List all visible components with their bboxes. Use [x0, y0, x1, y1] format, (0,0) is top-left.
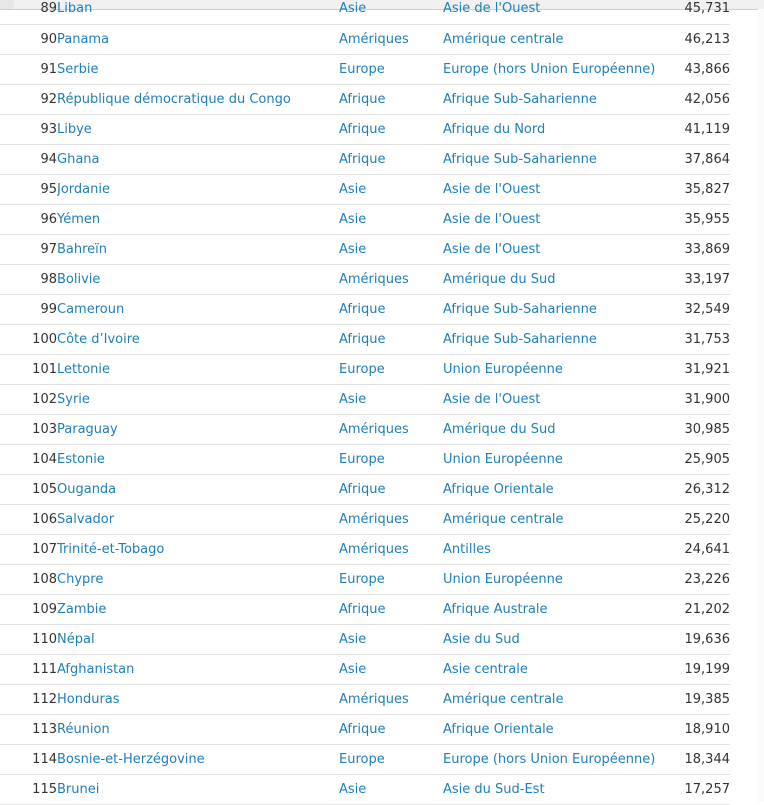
- table-row: [0, 54, 730, 84]
- value-cell: 35,955: [663, 204, 730, 234]
- country-link[interactable]: Cameroun: [57, 294, 339, 324]
- value-cell: 31,753: [663, 324, 730, 354]
- region-link[interactable]: Asie du Sud: [443, 624, 663, 654]
- country-link[interactable]: Népal: [57, 624, 339, 654]
- value-cell: 33,869: [663, 234, 730, 264]
- country-link[interactable]: Serbie: [57, 54, 339, 84]
- rank-cell: 114: [0, 744, 57, 774]
- table-row: [0, 294, 730, 324]
- value-cell: 43,866: [663, 54, 730, 84]
- region-link[interactable]: Amérique du Sud: [443, 264, 663, 294]
- region-link[interactable]: Amérique centrale: [443, 504, 663, 534]
- rank-cell: 92: [0, 84, 57, 114]
- region-link[interactable]: Afrique Sub-Saharienne: [443, 84, 663, 114]
- table-row: [0, 594, 730, 624]
- continent-link[interactable]: Asie: [339, 774, 443, 804]
- country-link[interactable]: Côte d’Ivoire: [57, 324, 339, 354]
- table-row: [0, 264, 730, 294]
- table-row: [0, 654, 730, 684]
- country-link[interactable]: Ouganda: [57, 474, 339, 504]
- value-cell: 23,226: [663, 564, 730, 594]
- value-cell: 42,056: [663, 84, 730, 114]
- value-cell: 19,385: [663, 684, 730, 714]
- continent-link[interactable]: Amériques: [339, 24, 443, 54]
- continent-link[interactable]: Afrique: [339, 714, 443, 744]
- value-cell: 31,900: [663, 384, 730, 414]
- region-link[interactable]: Afrique Sub-Saharienne: [443, 294, 663, 324]
- country-link[interactable]: Libye: [57, 114, 339, 144]
- rank-cell: 112: [0, 684, 57, 714]
- continent-link[interactable]: Asie: [339, 624, 443, 654]
- table-row: [0, 0, 730, 24]
- table-row: [0, 744, 730, 774]
- rank-cell: 99: [0, 294, 57, 324]
- value-cell: 32,549: [663, 294, 730, 324]
- country-link[interactable]: Chypre: [57, 564, 339, 594]
- rank-cell: 111: [0, 654, 57, 684]
- rank-cell: 93: [0, 114, 57, 144]
- rank-cell: 104: [0, 444, 57, 474]
- value-cell: 26,312: [663, 474, 730, 504]
- continent-link[interactable]: Europe: [339, 564, 443, 594]
- value-cell: 41,119: [663, 114, 730, 144]
- country-link[interactable]: Réunion: [57, 714, 339, 744]
- country-link[interactable]: Honduras: [57, 684, 339, 714]
- continent-link[interactable]: Europe: [339, 54, 443, 84]
- country-link[interactable]: Syrie: [57, 384, 339, 414]
- country-link[interactable]: Panama: [57, 24, 339, 54]
- continent-link[interactable]: Afrique: [339, 594, 443, 624]
- country-link[interactable]: Salvador: [57, 504, 339, 534]
- value-cell: 21,202: [663, 594, 730, 624]
- continent-link[interactable]: Amériques: [339, 534, 443, 564]
- table-row: [0, 714, 730, 744]
- value-cell: 18,344: [663, 744, 730, 774]
- table-row: [0, 474, 730, 504]
- value-cell: 35,827: [663, 174, 730, 204]
- table-row: [0, 564, 730, 594]
- rank-cell: 108: [0, 564, 57, 594]
- region-link[interactable]: Amérique centrale: [443, 684, 663, 714]
- region-link[interactable]: Union Européenne: [443, 444, 663, 474]
- country-link[interactable]: Jordanie: [57, 174, 339, 204]
- table-row: [0, 174, 730, 204]
- region-link[interactable]: Union Européenne: [443, 354, 663, 384]
- region-link[interactable]: Afrique Orientale: [443, 474, 663, 504]
- continent-link[interactable]: Amériques: [339, 684, 443, 714]
- continent-link[interactable]: Asie: [339, 0, 443, 24]
- region-link[interactable]: Asie de l'Ouest: [443, 174, 663, 204]
- region-link[interactable]: Europe (hors Union Européenne): [443, 54, 663, 84]
- table-row: [0, 504, 730, 534]
- country-link[interactable]: Afghanistan: [57, 654, 339, 684]
- rank-cell: 107: [0, 534, 57, 564]
- value-cell: 45,731: [663, 0, 730, 24]
- continent-link[interactable]: Europe: [339, 444, 443, 474]
- value-cell: 30,985: [663, 414, 730, 444]
- region-link[interactable]: Europe (hors Union Européenne): [443, 744, 663, 774]
- table-row: [0, 84, 730, 114]
- rank-cell: 97: [0, 234, 57, 264]
- table-row: [0, 354, 730, 384]
- value-cell: 19,199: [663, 654, 730, 684]
- table-row: [0, 24, 730, 54]
- rank-cell: 110: [0, 624, 57, 654]
- value-cell: 37,864: [663, 144, 730, 174]
- value-cell: 25,220: [663, 504, 730, 534]
- country-link[interactable]: Yémen: [57, 204, 339, 234]
- rank-cell: 105: [0, 474, 57, 504]
- rank-cell: 100: [0, 324, 57, 354]
- country-link[interactable]: Brunei: [57, 774, 339, 804]
- region-link[interactable]: Afrique du Nord: [443, 114, 663, 144]
- country-link[interactable]: Ghana: [57, 144, 339, 174]
- region-link[interactable]: Afrique Australe: [443, 594, 663, 624]
- table-row: [0, 234, 730, 264]
- page-scrollbar[interactable]: [758, 9, 764, 802]
- country-link[interactable]: Paraguay: [57, 414, 339, 444]
- rank-cell: 98: [0, 264, 57, 294]
- country-link[interactable]: Bosnie-et-Herzégovine: [57, 744, 339, 774]
- table-row: [0, 324, 730, 354]
- table-row: [0, 414, 730, 444]
- value-cell: 19,636: [663, 624, 730, 654]
- continent-link[interactable]: Afrique: [339, 84, 443, 114]
- region-link[interactable]: Afrique Orientale: [443, 714, 663, 744]
- table-row: [0, 144, 730, 174]
- table-row: [0, 444, 730, 474]
- continent-link[interactable]: Amériques: [339, 264, 443, 294]
- rank-cell: 91: [0, 54, 57, 84]
- continent-link[interactable]: Amériques: [339, 504, 443, 534]
- continent-link[interactable]: Amériques: [339, 414, 443, 444]
- table-row: [0, 204, 730, 234]
- table-row: [0, 534, 730, 564]
- value-cell: 24,641: [663, 534, 730, 564]
- rank-cell: 90: [0, 24, 57, 54]
- region-link[interactable]: Amérique du Sud: [443, 414, 663, 444]
- region-link[interactable]: Asie de l'Ouest: [443, 384, 663, 414]
- rank-cell: 96: [0, 204, 57, 234]
- table-row: [0, 114, 730, 144]
- country-link[interactable]: Liban: [57, 0, 339, 24]
- rank-cell: 109: [0, 594, 57, 624]
- value-cell: 46,213: [663, 24, 730, 54]
- rank-cell: 106: [0, 504, 57, 534]
- continent-link[interactable]: Asie: [339, 654, 443, 684]
- table-row: [0, 684, 730, 714]
- continent-link[interactable]: Afrique: [339, 144, 443, 174]
- region-link[interactable]: Afrique Sub-Saharienne: [443, 324, 663, 354]
- country-link[interactable]: Bahreïn: [57, 234, 339, 264]
- region-link[interactable]: Asie de l'Ouest: [443, 234, 663, 264]
- rank-cell: 102: [0, 384, 57, 414]
- value-cell: 17,257: [663, 774, 730, 804]
- continent-link[interactable]: Asie: [339, 174, 443, 204]
- value-cell: 31,921: [663, 354, 730, 384]
- continent-link[interactable]: Afrique: [339, 324, 443, 354]
- continent-link[interactable]: Afrique: [339, 114, 443, 144]
- region-link[interactable]: Asie du Sud-Est: [443, 774, 663, 804]
- rank-cell: 115: [0, 774, 57, 804]
- country-link[interactable]: Lettonie: [57, 354, 339, 384]
- country-link[interactable]: Bolivie: [57, 264, 339, 294]
- rank-cell: 94: [0, 144, 57, 174]
- country-link[interactable]: Zambie: [57, 594, 339, 624]
- value-cell: 25,905: [663, 444, 730, 474]
- region-link[interactable]: Amérique centrale: [443, 24, 663, 54]
- table-row: [0, 384, 730, 414]
- region-link[interactable]: Asie centrale: [443, 654, 663, 684]
- region-link[interactable]: Asie de l'Ouest: [443, 204, 663, 234]
- country-link[interactable]: République démocratique du Congo: [57, 84, 339, 114]
- continent-link[interactable]: Asie: [339, 384, 443, 414]
- continent-link[interactable]: Asie: [339, 204, 443, 234]
- value-cell: 33,197: [663, 264, 730, 294]
- continent-link[interactable]: Europe: [339, 744, 443, 774]
- country-link[interactable]: Estonie: [57, 444, 339, 474]
- region-link[interactable]: Afrique Sub-Saharienne: [443, 144, 663, 174]
- continent-link[interactable]: Afrique: [339, 474, 443, 504]
- rank-cell: 95: [0, 174, 57, 204]
- continent-link[interactable]: Europe: [339, 354, 443, 384]
- region-link[interactable]: Asie de l'Ouest: [443, 0, 663, 24]
- country-link[interactable]: Trinité-et-Tobago: [57, 534, 339, 564]
- table-row: [0, 624, 730, 654]
- continent-link[interactable]: Afrique: [339, 294, 443, 324]
- table-row: [0, 774, 730, 804]
- rank-cell: 89: [0, 0, 57, 24]
- rank-cell: 113: [0, 714, 57, 744]
- continent-link[interactable]: Asie: [339, 234, 443, 264]
- rank-cell: 101: [0, 354, 57, 384]
- rank-cell: 103: [0, 414, 57, 444]
- region-link[interactable]: Antilles: [443, 534, 663, 564]
- value-cell: 18,910: [663, 714, 730, 744]
- region-link[interactable]: Union Européenne: [443, 564, 663, 594]
